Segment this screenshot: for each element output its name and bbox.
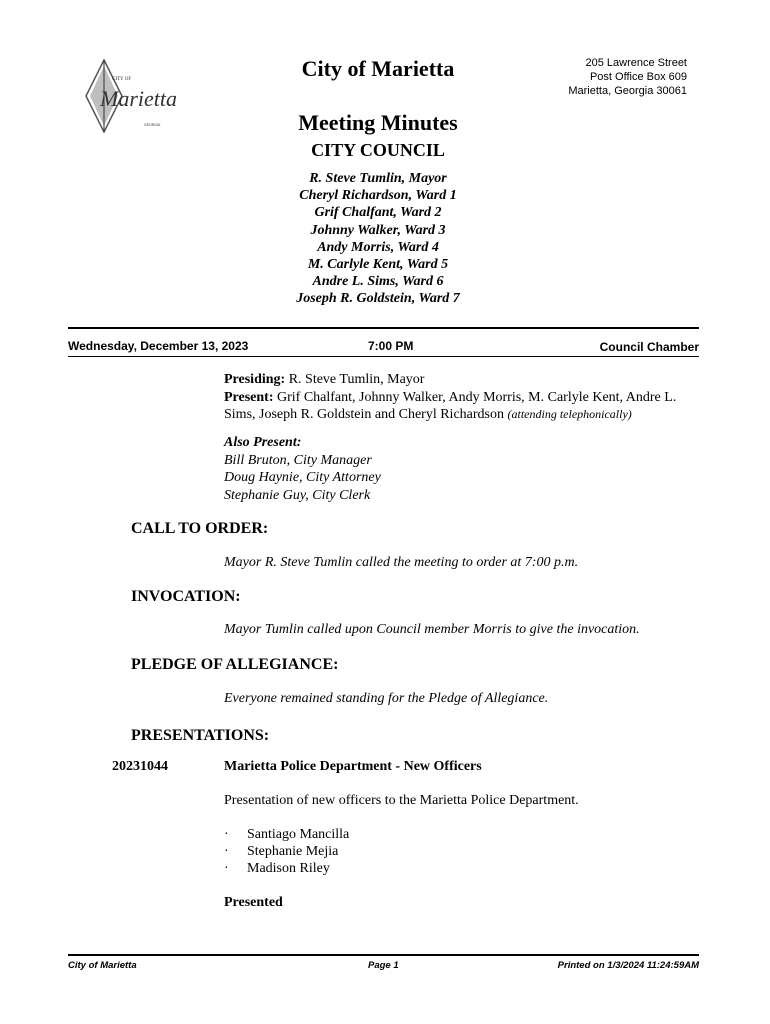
meeting-date: Wednesday, December 13, 2023 bbox=[68, 339, 249, 353]
footer-city: City of Marietta bbox=[68, 960, 137, 971]
svg-text:GEORGIA: GEORGIA bbox=[144, 123, 161, 127]
meeting-time: 7:00 PM bbox=[368, 339, 414, 353]
council-member: Grif Chalfant, Ward 2 bbox=[314, 205, 442, 221]
section-heading-invocation: INVOCATION: bbox=[131, 588, 241, 605]
city-address bbox=[540, 56, 687, 98]
council-member: Joseph R. Goldstein, Ward 7 bbox=[296, 291, 460, 307]
agenda-item-description: Presentation of new officers to the Marietta Police Department. bbox=[224, 793, 579, 808]
council-member: R. Steve Tumlin, Mayor bbox=[309, 171, 447, 186]
section-body-pledge: Everyone remained standing for the Pledge of Allegiance. bbox=[224, 691, 549, 706]
bullet: · bbox=[224, 861, 229, 876]
section-heading-presentations: PRESENTATIONS: bbox=[131, 727, 270, 744]
address-line: Marietta, Georgia 30061 bbox=[568, 85, 687, 97]
footer-print-date: Printed on 1/3/2024 11:24:59AM bbox=[557, 960, 699, 971]
list-item bbox=[224, 843, 349, 860]
footer-page-number: Page 1 bbox=[368, 960, 399, 971]
staff-member: Stephanie Guy, City Clerk bbox=[224, 487, 371, 503]
officer-name: Madison Riley bbox=[247, 861, 330, 876]
address-line: 205 Lawrence Street bbox=[585, 57, 687, 69]
telephonic-note: (attending telephonically) bbox=[507, 407, 632, 421]
bullet: · bbox=[224, 844, 229, 859]
bullet: · bbox=[224, 827, 229, 842]
present-names: Grif Chalfant, Johnny Walker, Andy Morris, M. Carlyle Kent, Andre L. Sims, Joseph R. Goldstein and Cheryl Richardson bbox=[224, 389, 677, 422]
council-member: Johnny Walker, Ward 3 bbox=[310, 222, 446, 238]
section-body-invocation: Mayor Tumlin called upon Council member Morris to give the invocation. bbox=[224, 622, 640, 637]
svg-text:Marietta: Marietta bbox=[100, 86, 177, 111]
city-title: City of Marietta bbox=[301, 56, 455, 81]
meeting-location: Council Chamber bbox=[599, 340, 699, 354]
section-heading-pledge: PLEDGE OF ALLEGIANCE: bbox=[131, 656, 339, 673]
meeting-rule bbox=[68, 356, 699, 357]
staff-member: Doug Haynie, City Attorney bbox=[224, 470, 381, 485]
agenda-item-number: 20231044 bbox=[112, 759, 168, 774]
footer-rule bbox=[68, 954, 699, 956]
council-title: CITY COUNCIL bbox=[311, 140, 445, 160]
list-item bbox=[224, 860, 349, 877]
address-line: Post Office Box 609 bbox=[589, 71, 687, 83]
agenda-item-title: Marietta Police Department - New Officers bbox=[224, 759, 482, 774]
council-members-list bbox=[0, 170, 770, 308]
also-present-label: Also Present: bbox=[224, 435, 302, 450]
presiding-name: R. Steve Tumlin, Mayor bbox=[288, 372, 425, 387]
council-member: Andy Morris, Ward 4 bbox=[317, 239, 439, 255]
officer-list bbox=[224, 826, 349, 877]
council-member: Andre L. Sims, Ward 6 bbox=[312, 274, 444, 290]
svg-text:CITY OF: CITY OF bbox=[112, 77, 132, 82]
document-title: Meeting Minutes bbox=[298, 110, 458, 135]
officer-name: Stephanie Mejia bbox=[247, 844, 339, 859]
attendance-block bbox=[224, 371, 704, 424]
council-member: M. Carlyle Kent, Ward 5 bbox=[307, 257, 449, 273]
presiding-label: Presiding: bbox=[224, 372, 286, 387]
staff-member: Bill Bruton, City Manager bbox=[224, 452, 372, 468]
section-heading-call-to-order: CALL TO ORDER: bbox=[131, 520, 269, 537]
present-label: Present: bbox=[224, 389, 274, 405]
council-member: Cheryl Richardson, Ward 1 bbox=[299, 188, 457, 204]
section-body-call-to-order: Mayor R. Steve Tumlin called the meeting to order at 7:00 p.m. bbox=[224, 555, 579, 570]
officer-name: Santiago Mancilla bbox=[247, 827, 350, 842]
agenda-item-status: Presented bbox=[224, 895, 283, 910]
also-present-block bbox=[224, 434, 381, 504]
header-rule bbox=[68, 327, 699, 329]
list-item bbox=[224, 826, 349, 843]
